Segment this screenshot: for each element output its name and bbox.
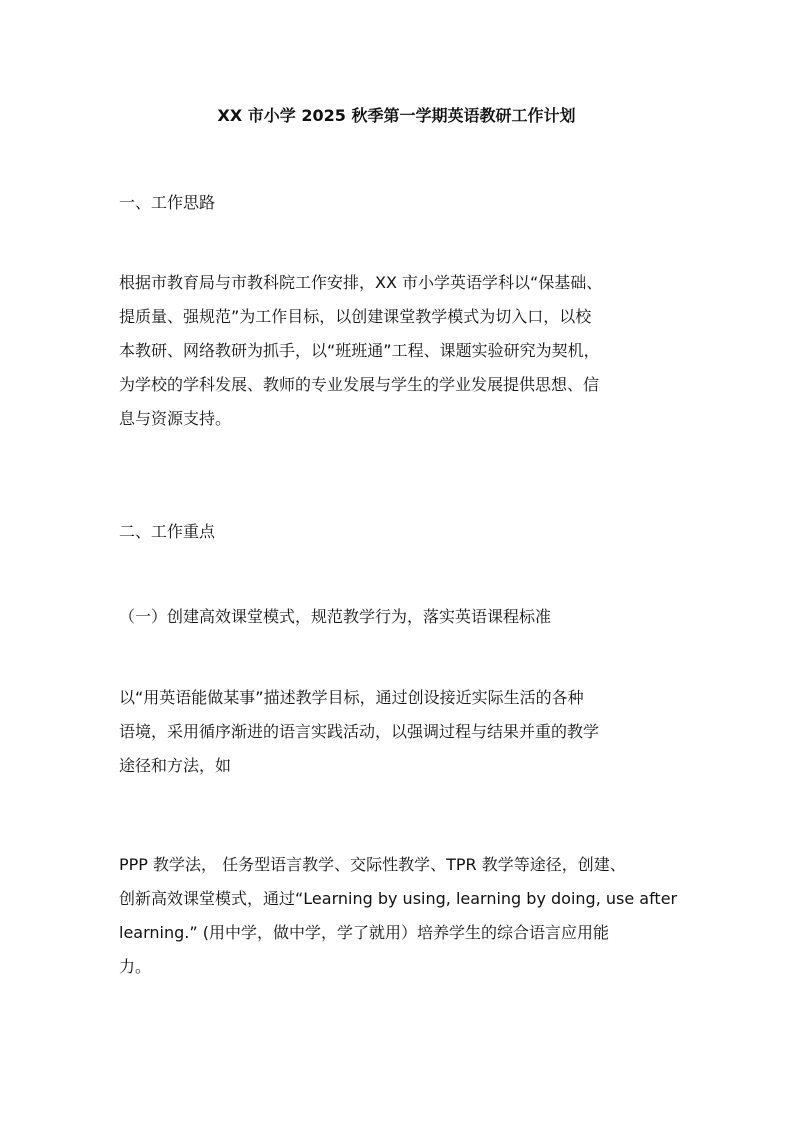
paragraph-line: 提质量、强规范”为工作目标，以创建课堂教学模式为切入口，以校: [119, 307, 592, 326]
section-heading-2: 二、工作重点: [119, 522, 216, 541]
paragraph-line: 创新高效课堂模式，通过“Learning by using, learning by doing, use after: [119, 889, 678, 908]
paragraph-line: 根据市教育局与市教科院工作安排，XX 市小学英语学科以“保基础、: [119, 273, 603, 292]
section-heading-1: 一、工作思路: [119, 193, 216, 212]
paragraph-line: 本教研、网络教研为抓手，以“班班通”工程、课题实验研究为契机，: [119, 341, 600, 360]
paragraph-line: learning.” (用中学，做中学，学了就用）培养学生的综合语言应用能: [119, 923, 609, 942]
paragraph-teaching-goals: [119, 681, 675, 783]
paragraph-line: 力。: [119, 957, 152, 976]
paragraph-line: 为学校的学科发展、教师的专业发展与学生的学业发展提供思想、信: [119, 375, 600, 394]
paragraph-line: 息与资源支持。: [119, 409, 232, 428]
paragraph-line: 途径和方法，如: [119, 756, 232, 775]
document-title: XX 市小学 2025 秋季第一学期英语教研工作计划: [217, 106, 576, 125]
paragraph-line: PPP 教学法， 任务型语言教学、交际性教学、TPR 教学等途径，创建、: [119, 855, 626, 874]
paragraph-teaching-methods: [119, 848, 678, 984]
paragraph-work-approach: [119, 266, 675, 436]
paragraph-line: 以“用英语能做某事”描述教学目标，通过创设接近实际生活的各种: [119, 688, 584, 707]
subsection-heading-1: （一）创建高效课堂模式，规范教学行为，落实英语课程标准: [119, 607, 552, 626]
paragraph-line: 语境，采用循序渐进的语言实践活动，以强调过程与结果并重的教学: [119, 722, 600, 741]
